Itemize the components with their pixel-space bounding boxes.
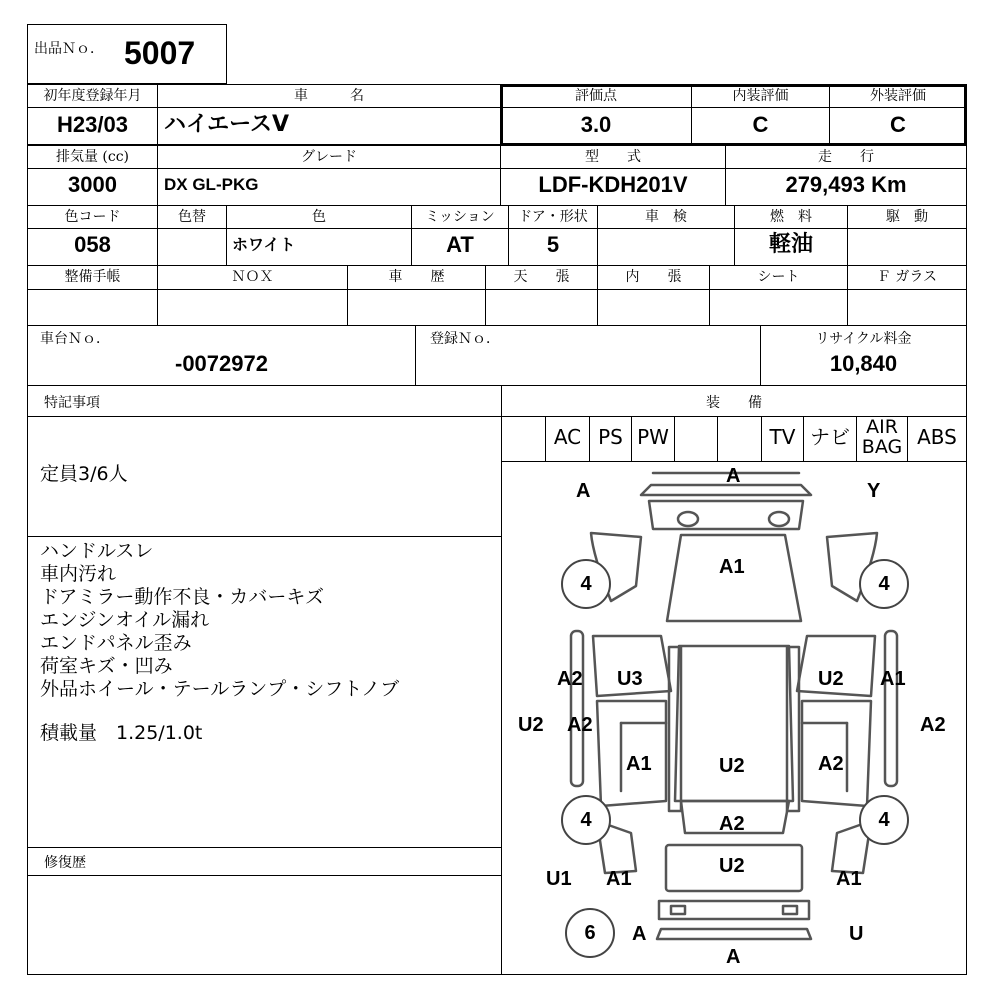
nox-label: ＮＯＸ [231, 269, 274, 285]
mileage-value: 279,493 Km [785, 172, 907, 197]
exterior-label: 外装評価 [870, 88, 926, 104]
note-line: ハンドルスレ [40, 540, 154, 562]
equip-ac: AC [553, 425, 582, 449]
note-line: エンジンオイル漏れ [40, 609, 210, 631]
interior-trim-label: 内 張 [625, 269, 682, 285]
registration-value-cell [415, 350, 761, 386]
mark-left-a2-side: A2 [567, 714, 593, 736]
maintenance-value-cell [27, 289, 158, 326]
inspection-label: 車 検 [645, 209, 687, 225]
tire-rear-left: 4 [561, 795, 611, 845]
sunroof-value-cell [485, 289, 598, 326]
door-value: 5 [546, 232, 560, 257]
recycle-label: リサイクル料金 [815, 331, 912, 347]
history-label: 車 歴 [388, 269, 445, 285]
recycle-value: 10,840 [829, 351, 898, 376]
door-label: ドア・形状 [518, 209, 588, 225]
sunroof-label: 天 張 [513, 269, 570, 285]
repaint-value-cell [157, 228, 227, 266]
tire-front-right: 4 [859, 559, 909, 609]
mark-roof-u2: U2 [719, 755, 745, 777]
chassis-value: -0072972 [175, 351, 268, 376]
note-line: 車内汚れ [40, 563, 117, 585]
fuel-label: 燃 料 [770, 209, 812, 225]
seat-label: シート [757, 269, 800, 285]
note-line: 外品ホイール・テールランプ・シフトノブ [40, 678, 400, 700]
car-name-value: ハイエースV [164, 112, 290, 137]
mission-value: AT [446, 232, 474, 257]
seat-value-cell [709, 289, 848, 326]
interior-label: 内装評価 [732, 88, 789, 104]
equip-abs: ABS [917, 425, 957, 449]
drive-value-cell [847, 228, 967, 266]
mark-right-a2-side: A2 [920, 714, 946, 736]
notes-load: 積載量 1.25/1.0t [40, 722, 203, 744]
mark-front-left: A [576, 480, 591, 502]
mark-left-u1: U1 [546, 868, 572, 890]
tire-rear-right: 4 [859, 795, 909, 845]
color-code-label: 色コード [64, 209, 121, 225]
notes-capacity: 定員3/6人 [40, 463, 128, 485]
mark-rear-a-left: A [632, 923, 647, 945]
mark-front-center: A [726, 465, 741, 487]
notes-divider [27, 536, 502, 537]
drive-label: 駆 動 [886, 209, 928, 225]
registration-label: 登録Ｎｏ． [430, 331, 500, 347]
displacement-value: 3000 [68, 172, 117, 197]
repair-title: 修復歴 [44, 855, 86, 871]
mark-right-a2-mid: A2 [818, 753, 844, 775]
score-value: 3.0 [580, 112, 612, 137]
inspection-value-cell [597, 228, 735, 266]
grade-label: グレード [301, 149, 357, 165]
glass-value-cell [847, 289, 967, 326]
grade-value: DX GL-PKG [164, 175, 259, 194]
model-value: LDF-KDH201V [538, 172, 688, 197]
equip-navi: ナビ [810, 425, 850, 449]
model-label: 型 式 [585, 149, 641, 165]
reg-date-value: H23/03 [57, 112, 128, 137]
equip-cell [501, 416, 546, 462]
nox-value-cell [157, 289, 348, 326]
mark-right-u2-upper: U2 [818, 668, 844, 690]
repair-title-cell [27, 847, 502, 876]
mark-left-u2-side: U2 [518, 714, 544, 736]
mark-front-right: Y [867, 480, 881, 502]
mark-left-u3: U3 [617, 668, 643, 690]
color-label: 色 [312, 209, 326, 225]
notes-title: 特記事項 [44, 395, 100, 411]
tire-front-left: 4 [561, 559, 611, 609]
mark-left-a1-mid: A1 [626, 753, 652, 775]
repaint-label: 色替 [178, 209, 206, 225]
displacement-label: 排気量 (cc) [55, 149, 130, 165]
mark-right-a1-upper: A1 [880, 668, 906, 690]
mission-label: ミッション [425, 209, 495, 225]
mark-left-a1-low: A1 [606, 868, 632, 890]
equip-cell [717, 416, 762, 462]
score-label: 評価点 [575, 88, 617, 104]
mileage-label: 走 行 [818, 149, 874, 165]
note-line: エンドパネル歪み [40, 632, 192, 654]
fuel-value: 軽油 [768, 232, 813, 257]
interior-trim-value-cell [597, 289, 710, 326]
lot-number-label: 出品Ｎｏ． [34, 41, 104, 57]
lot-number-value: 5007 [124, 35, 196, 71]
mark-rear-a-bottom: A [726, 946, 741, 968]
equip-pw: PW [637, 425, 669, 449]
notes-list [40, 540, 399, 701]
mark-rear-u: U [849, 923, 864, 945]
equip-cell [674, 416, 718, 462]
color-value: ホワイト [232, 235, 296, 254]
exterior-value: C [890, 112, 906, 137]
glass-label: Ｆ ガラス [876, 269, 938, 285]
mark-roof-a2-rear: A2 [719, 813, 745, 835]
reg-date-label: 初年度登録年月 [43, 88, 142, 104]
chassis-label: 車台Ｎｏ． [40, 331, 110, 347]
tire-spare: 6 [565, 908, 615, 958]
color-code-value: 058 [74, 232, 111, 257]
note-line: ドアミラー動作不良・カバーキズ [40, 586, 325, 608]
equip-airbag: AIR BAG [861, 416, 903, 458]
history-value-cell [347, 289, 486, 326]
mark-back-u2: U2 [719, 855, 745, 877]
note-line: 荷室キズ・凹み [40, 655, 173, 677]
maintenance-label: 整備手帳 [64, 269, 121, 285]
equip-tv: TV [769, 425, 796, 449]
interior-value: C [752, 112, 769, 137]
equip-ps: PS [598, 425, 623, 449]
mark-left-a2-upper: A2 [557, 668, 583, 690]
equipment-title: 装 備 [706, 395, 762, 411]
mark-right-a1-low: A1 [836, 868, 862, 890]
car-name-label: 車 名 [294, 88, 364, 104]
mark-windshield: A1 [719, 556, 745, 578]
